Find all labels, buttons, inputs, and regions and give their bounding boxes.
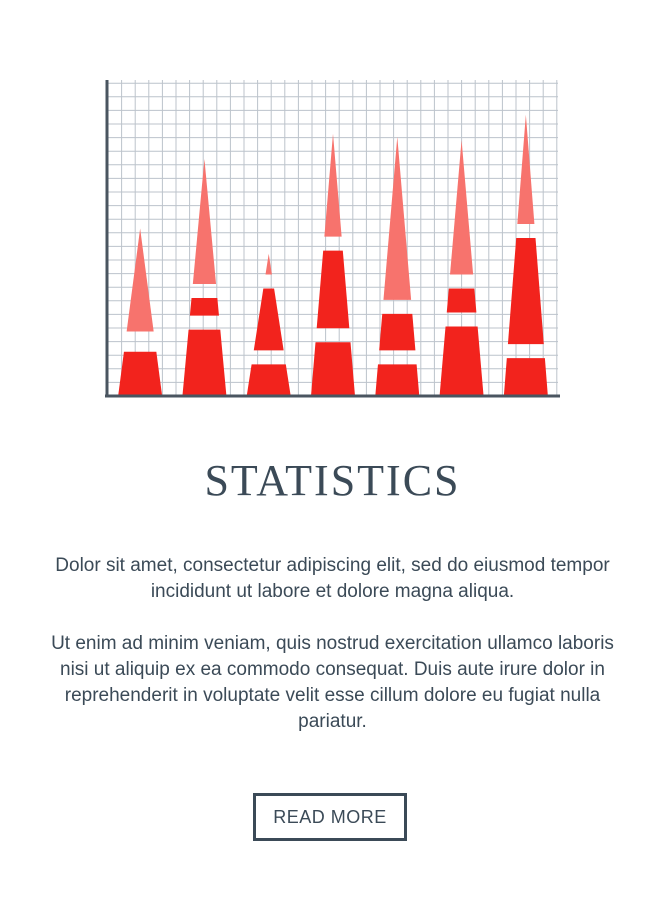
bar-7-segment-2 <box>508 238 544 344</box>
bar-2-segment-1 <box>182 330 226 396</box>
page-title: STATISTICS <box>204 456 461 505</box>
bar-1-segment-1 <box>118 352 162 396</box>
chart-bars <box>118 115 548 396</box>
bar-5-segment-2 <box>379 314 415 351</box>
bar-6-segment-1 <box>440 326 484 396</box>
bar-1-segment-3 <box>127 229 154 332</box>
bar-3-segment-2 <box>254 289 284 351</box>
body-paragraph: Ut enim ad minim veniam, quis nostrud exercitation ullamco laboris nisi ut aliquip ex ea commodo consequat. Duis aute irure dolor in reprehenderit in voluptate velit esse cillum dolore eu fugiat nulla pariatur. <box>51 633 614 732</box>
bar-2-segment-2 <box>190 298 219 316</box>
read-more-button[interactable]: READ MORE <box>253 793 407 841</box>
bar-3-segment-1 <box>247 364 291 396</box>
bar-6-segment-3 <box>450 140 473 275</box>
bar-7-segment-3 <box>517 115 534 224</box>
bar-4-segment-1 <box>311 342 355 396</box>
intro-paragraph: Dolor sit amet, consectetur adipiscing elit, sed do eiusmod tempor incididunt ut labore et dolore magna aliqua. <box>55 555 610 602</box>
bar-4-segment-2 <box>317 251 350 329</box>
bar-6-segment-2 <box>447 289 477 313</box>
bar-2-segment-3 <box>193 159 216 284</box>
bar-5-segment-1 <box>375 364 419 396</box>
bar-chart <box>100 76 562 402</box>
bar-7-segment-1 <box>504 358 548 396</box>
